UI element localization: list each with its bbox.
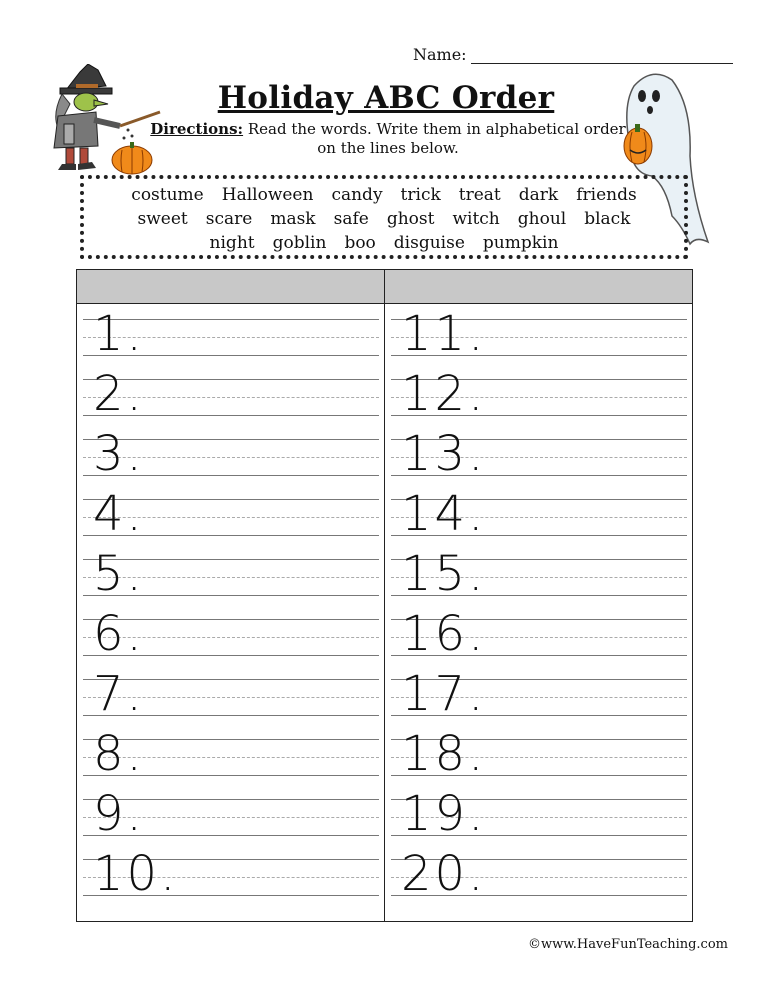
line-number: 13. — [401, 426, 487, 482]
answer-line[interactable] — [83, 603, 379, 663]
answer-line[interactable] — [83, 723, 379, 783]
directions-text-1: Read the words. Write them in alphabetical order — [247, 120, 626, 138]
word-bank-word: boo — [344, 233, 376, 253]
word-bank-word: sweet — [137, 209, 188, 229]
word-bank-word: dark — [518, 185, 559, 205]
copyright-footer: ©www.HaveFunTeaching.com — [527, 937, 728, 952]
word-bank-word: friends — [576, 185, 637, 205]
word-bank-word: pumpkin — [482, 233, 559, 253]
answer-line[interactable] — [391, 423, 687, 483]
word-bank-word: disguise — [393, 233, 465, 253]
line-number: 16. — [401, 606, 487, 662]
answer-line[interactable] — [83, 363, 379, 423]
word-bank-word: treat — [458, 185, 501, 205]
word-bank — [80, 175, 688, 259]
answer-line[interactable] — [391, 603, 687, 663]
line-number: 19. — [401, 786, 487, 842]
word-bank-word: mask — [270, 209, 316, 229]
line-number: 1. — [93, 306, 145, 362]
answer-line[interactable] — [391, 663, 687, 723]
word-bank-word: black — [584, 209, 631, 229]
answer-line[interactable] — [83, 483, 379, 543]
line-number: 2. — [93, 366, 145, 422]
line-number: 17. — [401, 666, 487, 722]
line-number: 10. — [93, 846, 179, 902]
line-number: 12. — [401, 366, 487, 422]
word-bank-word: ghost — [386, 209, 435, 229]
name-field[interactable] — [413, 45, 733, 64]
answer-line[interactable] — [391, 723, 687, 783]
line-number: 11. — [401, 306, 487, 362]
column-divider — [384, 270, 385, 921]
directions — [148, 120, 628, 158]
name-underline[interactable] — [471, 47, 733, 64]
word-bank-word: trick — [400, 185, 441, 205]
word-bank-row — [84, 231, 684, 255]
answer-line[interactable] — [391, 543, 687, 603]
line-number: 6. — [93, 606, 145, 662]
line-number: 20. — [401, 846, 487, 902]
line-number: 14. — [401, 486, 487, 542]
line-number: 15. — [401, 546, 487, 602]
word-bank-word: safe — [333, 209, 369, 229]
answer-line[interactable] — [83, 783, 379, 843]
answer-line[interactable] — [83, 303, 379, 363]
word-bank-word: goblin — [272, 233, 327, 253]
word-bank-word: witch — [452, 209, 500, 229]
name-label: Name: — [413, 45, 467, 64]
word-bank-word: night — [209, 233, 255, 253]
answer-line[interactable] — [83, 543, 379, 603]
word-bank-word: candy — [331, 185, 383, 205]
line-number: 18. — [401, 726, 487, 782]
line-number: 5. — [93, 546, 145, 602]
answer-line[interactable] — [391, 363, 687, 423]
line-number: 9. — [93, 786, 145, 842]
word-bank-word: scare — [205, 209, 253, 229]
answer-line[interactable] — [391, 783, 687, 843]
answer-line[interactable] — [391, 483, 687, 543]
word-bank-row — [84, 183, 684, 207]
word-bank-row — [84, 207, 684, 231]
answer-line[interactable] — [391, 843, 687, 903]
answer-line[interactable] — [391, 303, 687, 363]
line-number: 3. — [93, 426, 145, 482]
answer-line[interactable] — [83, 843, 379, 903]
word-bank-word: Halloween — [221, 185, 314, 205]
directions-text-2: on the lines below. — [317, 139, 459, 157]
answer-line[interactable] — [83, 423, 379, 483]
answer-grid — [76, 269, 693, 922]
word-bank-word: ghoul — [517, 209, 567, 229]
line-number: 7. — [93, 666, 145, 722]
answer-line[interactable] — [83, 663, 379, 723]
line-number: 8. — [93, 726, 145, 782]
directions-label: Directions: — [150, 120, 244, 138]
page-title: Holiday ABC Order — [217, 80, 555, 116]
line-number: 4. — [93, 486, 145, 542]
word-bank-word: costume — [131, 185, 204, 205]
